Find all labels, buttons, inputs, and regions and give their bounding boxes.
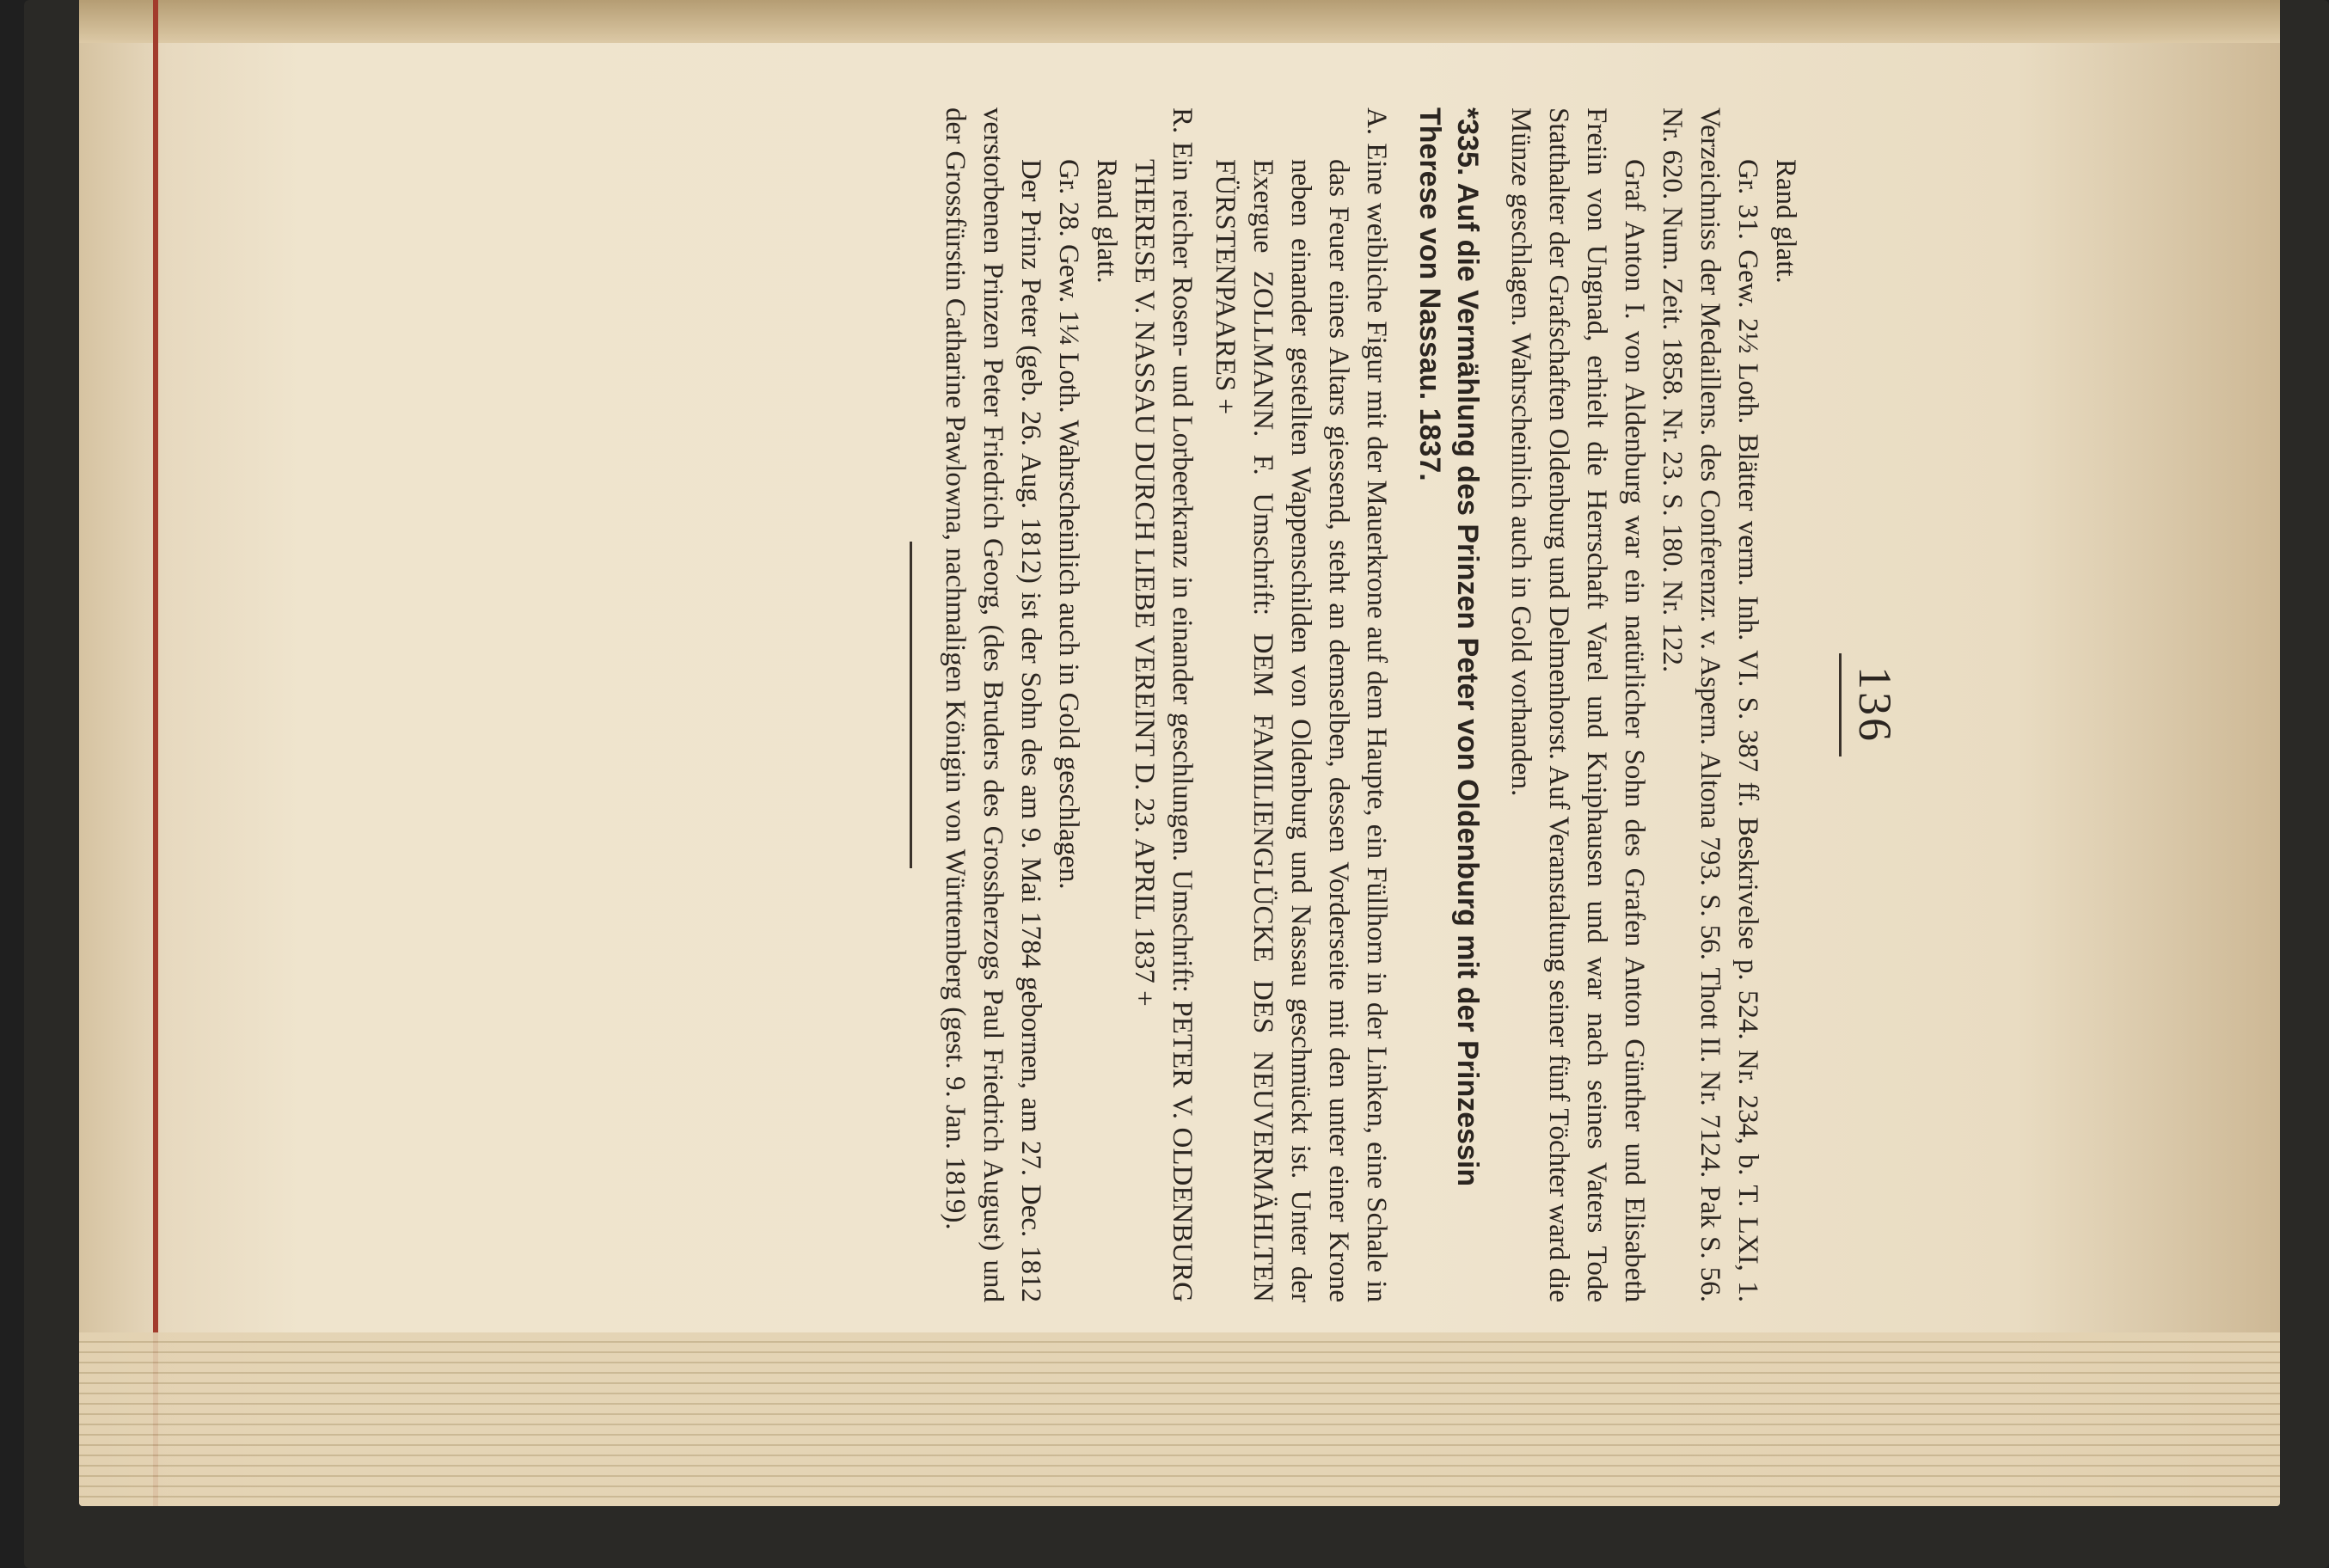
prinz-peter-paragraph: Der Prinz Peter (geb. 26. Aug. 1812) ist der Sohn des am 9. Mai 1784 gebornen, am 27. Dec. 1812 verstorbenen Prinzen Peter Friedrich Georg, (des Bruders des Grossherzogs Paul Friedrich August) und der Grossfürstin Catharine Pawlowna, nachmaligen Königin von Württemberg (gest. 9. Jan. 1819). (940, 107, 1046, 1302)
reference-paragraph: Gr. 31. Gew. 2½ Loth. Blätter verm. Inh. VI. S. 387 ff. Beskrivelse p. 524. Nr. 234, b. T. LXI, 1. Verzeichniss der Medaillens. des Conferenzr. v. Aspern. Altona 793. S. 56. Thott II. Nr. 7124. Pak S. 56. Nr. 620. Num. Zeit. 1858. Nr. 23. S. 180. Nr. 122. (1657, 107, 1763, 1302)
rand-glatt-1: Rand glatt. (1770, 159, 1801, 284)
rand-glatt-2: Rand glatt. (1091, 159, 1122, 284)
footer-rule (910, 542, 912, 868)
entry-335-heading: *335. Auf die Vermählung des Prinzen Peter von Oldenburg mit der Prinzessin Therese von Nassau. 1837. (1413, 107, 1484, 1187)
reverse-description: R. Ein reicher Rosen- und Lorbeerkranz in einander geschlungen. Umschrift: PETER V. OLDENBURG THERESE V. NASSAU DURCH LIEBE VEREINT D. 23. APRIL 1837 + (1129, 107, 1198, 1302)
page-gutter (79, 0, 2280, 43)
red-page-edge (153, 0, 158, 1506)
graf-anton-paragraph: Graf Anton I. von Aldenburg war ein natürlicher Sohn des Grafen Anton Günther und Elisabeth Freiin von Ungnad, erhielt die Herrschaft Varel und Kniphausen und war nach seines Vaters Tode Statthalter der Grafschaften Oldenburg und Delmenhorst. Auf Veranstaltung seiner fünf Töchter ward die Münze geschlagen. Wahrscheinlich auch in Gold vorhanden. (1505, 107, 1650, 1302)
rotated-text-block (354, 107, 1902, 1302)
weight-paragraph: Gr. 28. Gew. 1¼ Loth. Wahrscheinlich auch in Gold geschlagen. (1053, 159, 1084, 890)
page-stack-edges (79, 1332, 2280, 1506)
header-rule (1839, 653, 1842, 756)
obverse-description: A. Eine weibliche Figur mit der Mauerkrone auf dem Haupte, ein Füllhorn in der Linken, eine Schale in das Feuer eines Altars giessend, steht an demselben, dessen Vorderseite mit den unter einer Krone neben einander gestellten Wappenschilden von Oldenburg und Nassau geschmückt ist. Unter der Exergue ZOLLMANN. F. Umschrift: DEM FAMILIENGLÜCKE DES NEUVERMÄHLTEN FÜRSTENPAARES + (1210, 107, 1392, 1302)
page-number: 136 (1849, 666, 1901, 744)
